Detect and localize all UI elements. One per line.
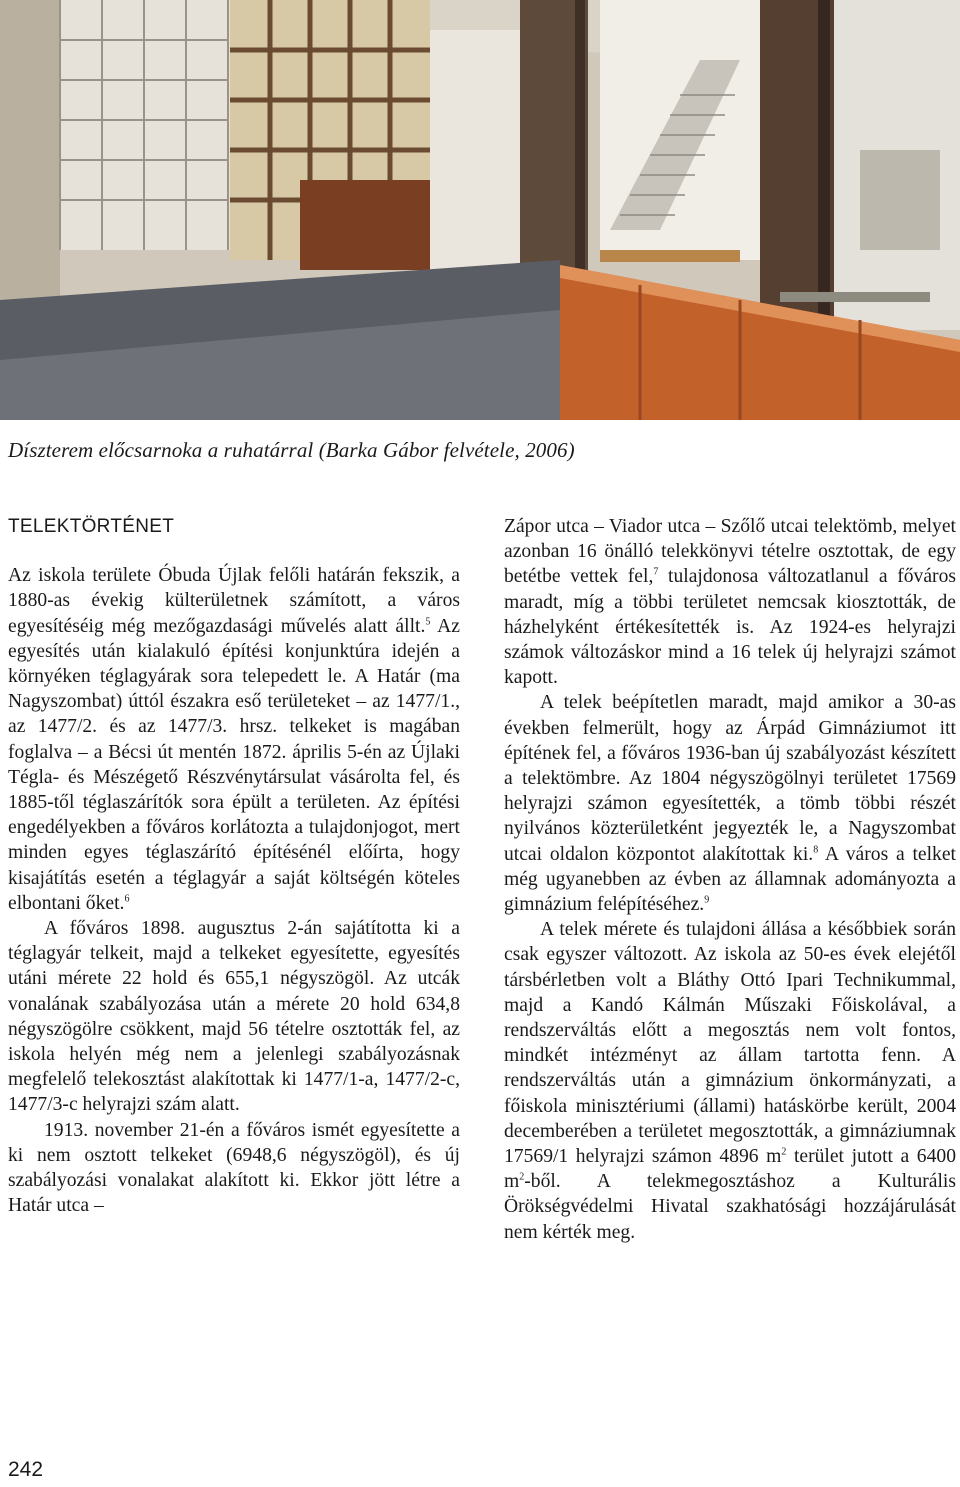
right-p3-text-a: A telek mérete és tulajdoni állása a későbbiek során csak egyszer változott. Az iskola az 50-es évek elejétől társbérletben volt a Bláthy Ottó Ipari Technikummal, majd a Kandó Kálmán Műszaki Főiskolával, a rendszerváltás előtt a megosztás nem volt fontos, mindkét intézményt az állam tartotta fenn. A rendszerváltás után a gimnázium önkormányzati, a főiskola minisztériumi (állami) hatáskörbe került, 2004 decemberében a területet megosztották, a gimnáziumnak 17569/1 helyrajzi számon 4896 m [504,919,956,1168]
footnote-ref-7: 7 [653,566,659,578]
page-number: 242 [8,1458,44,1481]
lobby-photo-illustration [0,0,960,420]
right-p3-text-b: terület jutott a 6400 m [504,1146,956,1193]
left-paragraph-2: A főváros 1898. augusztus 2-án sajátította ki a téglagyár telkeit, majd a telkeket egyesítette, egyesítés utáni mérete 22 hold és 655,1 négyszögöl. Az utcák vonalának szabályozása után a mérete 20 hold 634,8 négyszögölre csökkent, majd 56 tételre osztották fel, az iskola helyén még nem a jelenlegi szabályozásnak megfelelő telekosztást alakítottak ki 1477/1-a, 1477/2-c, 1477/3-c helyrajzi szám alatt. [8,918,460,1116]
right-p3-text-c: -ből. A telekmegosztáshoz a Kulturális Örökségvédelmi Hivatal szakhatósági hozzájárulását nem kérték meg. [504,1171,956,1243]
right-paragraph-3 [504,917,956,1245]
footnote-ref-9: 9 [704,894,710,906]
right-column [504,514,956,1245]
right-p2-text-b: A város a telket még ugyanebben az évben az államnak adományozta a gimnázium felépítéséhez. [504,843,956,916]
photo-caption: Díszterem előcsarnoka a ruhatárral (Barka Gábor felvétele, 2006) [8,438,575,462]
right-paragraph-2 [504,690,956,917]
right-paragraph-1 [504,514,956,690]
lobby-photo [0,0,960,420]
left-p1-text-a: Az iskola területe Óbuda Újlak felőli határán fekszik, a 1880-as évekig külterületnek számított, a város egyesítéséig még mezőgazdasági művelés alatt állt. [8,565,460,637]
left-p1-text-b: Az egyesítés után kialakuló építési konjunktúra idején a környéken téglagyárak sora telepedett le. A Határ (ma Nagyszombat) úttól északra eső területeket – az 1477/1., az 1477/2. és az 1477/3. hrsz. telkeket is magában foglalva – a Bécsi út mentén 1872. április 5-én az Újlaki Tégla- és Mészégető Részvénytársulat vásárolta fel, és 1885-től téglaszárítók sora épült a területen. Az építési engedélyekben a főváros korlátozta a tulajdonjogot, mert minden egyes téglaszárító építésénél előírta, hogy kisajátítás esetén a téglagyár a saját költségén köteles elbontani őket. [8,615,460,914]
left-paragraph-1 [8,563,460,916]
footnote-ref-8: 8 [813,844,819,856]
right-p2-text-a: A telek beépítetlen maradt, majd amikor a 30-as években felmerült, hogy az Árpád Gimnáziumot itt építének fel, a főváros 1936-ban új szabályozást készített a telektömbre. Az 1804 négyszögölnyi területet 17569 helyrajzi számon egyesítették, a tömb többi részét nyilvános közterületként jegyezték le, a Nagyszombat utcai oldalon központot alakítottak ki. [504,692,956,865]
section-heading: TELEKTÖRTÉNET [8,516,175,537]
right-p1-text-a: Zápor utca – Viador utca – Szőlő utcai telektömb, melyet azonban 16 önálló telekkönyvi tételre osztottak, de egy betétbe vettek fel, [504,516,956,588]
left-paragraph-3: 1913. november 21-én a főváros ismét egyesítette a ki nem osztott telkeket (6948,6 négyszögöl), és új szabályozási vonalakat alakított ki. Ekkor jött létre a Határ utca – [8,1119,460,1217]
superscript-2b: 2 [519,1171,525,1183]
footnote-ref-5: 5 [425,616,431,628]
right-p1-text-b: tulajdonosa változatlanul a főváros maradt, míg a többi területet nemcsak kiosztották, de házhelyként értékesítették is. Az 1924-es helyrajzi számok változáskor mind a 16 telek új helyrajzi számot kapott. [504,566,956,689]
left-column [8,514,460,1218]
footnote-ref-6: 6 [124,893,130,905]
superscript-2: 2 [781,1146,787,1158]
